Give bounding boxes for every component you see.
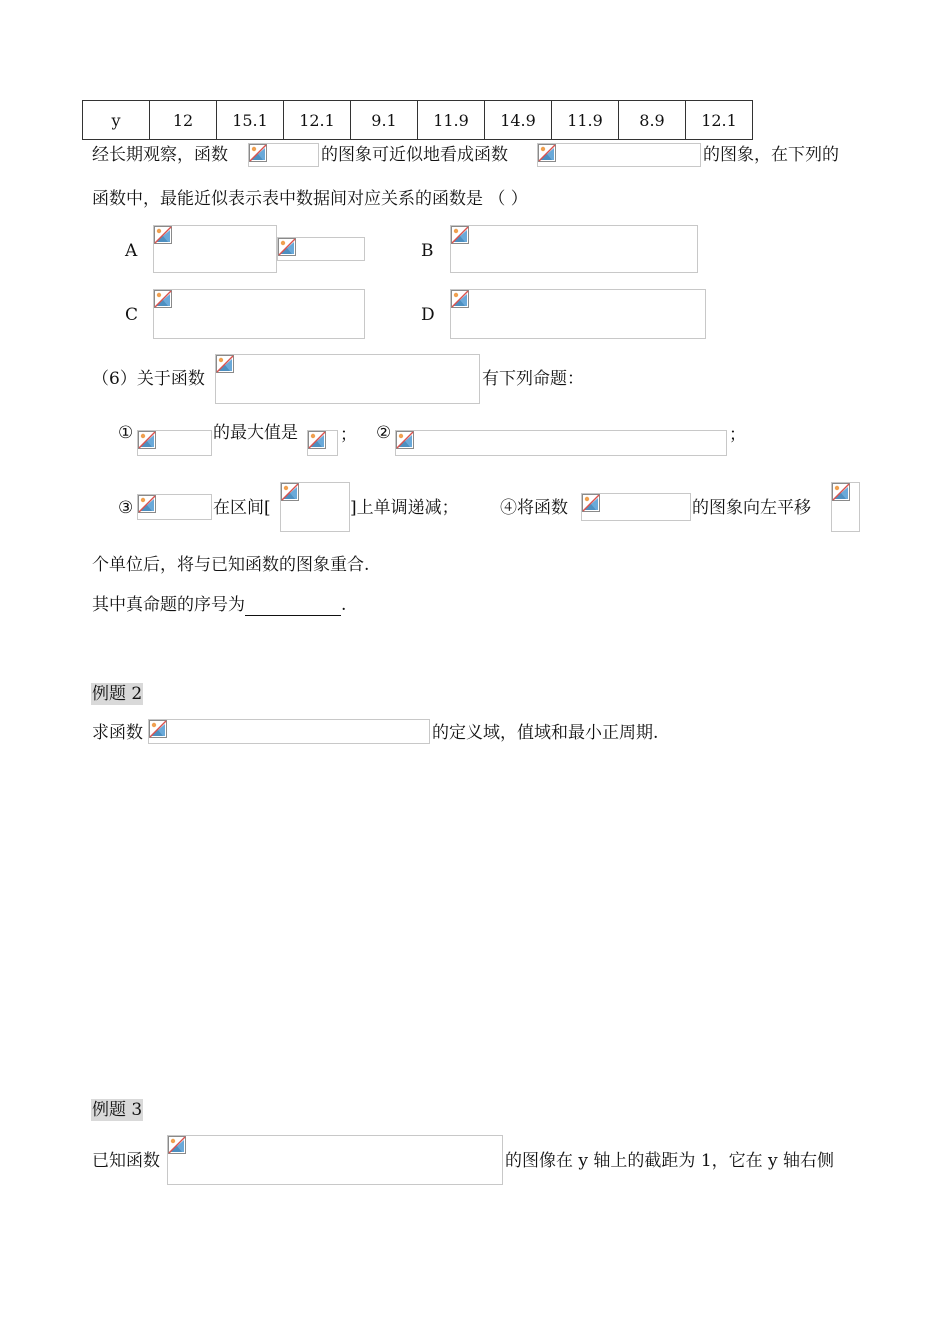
broken-image-icon [308,431,326,449]
example-2-label: 例题 2 [92,684,143,704]
broken-image-icon [538,144,556,162]
option-d-image [450,289,706,339]
example-2-text: 求函数 [92,723,143,743]
broken-image-icon [216,355,234,373]
q6-continuation: 个单位后，将与已知函数的图象重合. [92,555,370,575]
example-3-label: 例题 3 [92,1100,143,1120]
option-a-image-2 [277,237,365,261]
table-cell: 14.9 [485,101,552,140]
formula-image [215,354,480,404]
q5-question: 函数中，最能近似表示表中数据间对应关系的函数是 （ ） [92,189,528,209]
broken-image-icon [138,495,156,513]
table-cell: 11.9 [418,101,485,140]
data-table [82,100,753,140]
option-a-image [153,225,277,273]
proposition-text: ； [729,425,746,445]
formula-image [307,430,338,456]
table-cell: 11.9 [552,101,619,140]
table-cell: 15.1 [217,101,284,140]
q5-text: 经长期观察，函数 [92,145,228,165]
formula-image [248,143,319,167]
table-cell: 9.1 [351,101,418,140]
answer-blank[interactable] [245,597,341,616]
formula-image [167,1135,503,1185]
proposition-text: 在区间[ [213,498,271,518]
broken-image-icon [396,431,414,449]
broken-image-icon [281,483,299,501]
example-2-text: 的定义域，值域和最小正周期. [432,723,659,743]
answer-line [92,594,346,616]
table-cell: 8.9 [619,101,686,140]
formula-image [581,493,691,521]
option-b-label: B [421,241,434,261]
formula-image [537,143,701,167]
option-c-image [153,289,365,339]
proposition-text: ]上单调递减； [350,498,459,518]
table-cell: 12.1 [686,101,753,140]
table-cell: 12.1 [284,101,351,140]
broken-image-icon [154,290,172,308]
proposition-text: ④将函数 [500,498,568,518]
formula-image [831,482,860,532]
proposition-text: 的最大值是 [213,423,298,443]
proposition-marker: ② [376,423,392,443]
broken-image-icon [138,431,156,449]
q5-text: 的图象可近似地看成函数 [321,145,508,165]
formula-image [137,430,212,456]
option-c-label: C [125,305,139,325]
table-cell: y [83,101,150,140]
option-a-label: A [125,241,138,261]
proposition-text: ； [340,425,357,445]
formula-image [137,494,212,520]
broken-image-icon [149,720,167,738]
broken-image-icon [168,1136,186,1154]
proposition-marker: ③ [118,498,134,518]
table-row [83,101,753,140]
example-3-text: 的图像在 y 轴上的截距为 1，它在 y 轴右侧 [505,1151,835,1171]
formula-image [395,430,727,456]
proposition-text: 的图象向左平移 [692,498,811,518]
broken-image-icon [154,226,172,244]
broken-image-icon [582,494,600,512]
q5-text: 的图象，在下列的 [703,145,839,165]
answer-suffix: . [341,595,347,615]
example-3-text: 已知函数 [92,1151,160,1171]
broken-image-icon [451,290,469,308]
formula-image [280,482,350,532]
broken-image-icon [278,238,296,256]
broken-image-icon [451,226,469,244]
formula-image [148,719,430,744]
answer-prefix: 其中真命题的序号为 [92,595,245,615]
q6-intro: 有下列命题： [482,369,584,389]
q6-intro: （6）关于函数 [92,369,205,389]
table-cell: 12 [150,101,217,140]
option-b-image [450,225,698,273]
proposition-marker: ① [118,423,134,443]
option-d-label: D [421,305,435,325]
broken-image-icon [832,483,850,501]
broken-image-icon [249,144,267,162]
